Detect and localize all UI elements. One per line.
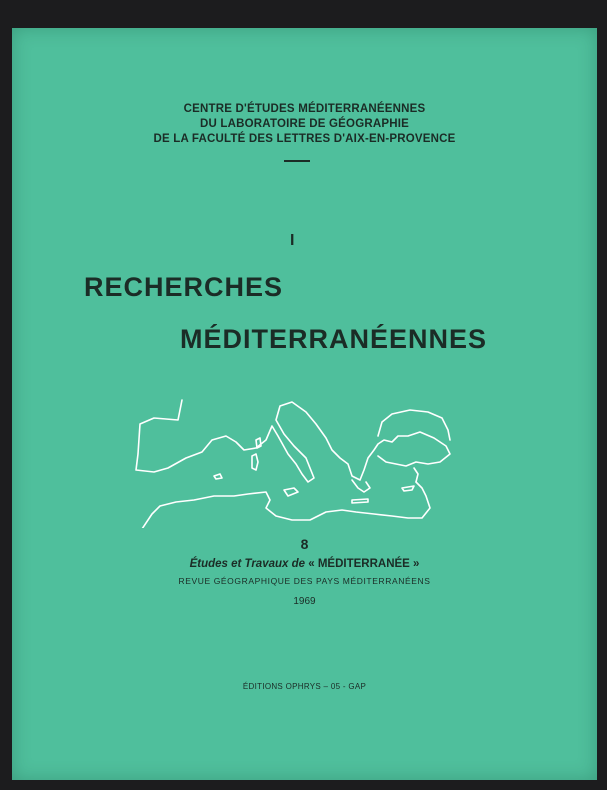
mediterranean-map-outline — [116, 396, 451, 528]
balearic-outline — [214, 474, 222, 479]
series-journal: « MÉDITERRANÉE » — [308, 558, 420, 570]
corsica-outline — [256, 438, 261, 448]
publisher-line: ÉDITIONS OPHRYS – 05 - GAP — [242, 682, 367, 691]
crete-outline — [352, 499, 368, 503]
volume-number: I — [290, 232, 295, 249]
institution-line-1: CENTRE D'ÉTUDES MÉDITERRANÉENNES — [183, 103, 426, 115]
title-line-1: RECHERCHES — [84, 272, 284, 302]
title-line-2: MÉDITERRANÉENNES — [180, 324, 488, 354]
book-cover — [12, 28, 597, 780]
sardinia-outline — [252, 454, 258, 470]
aegean-coast — [352, 480, 370, 492]
divider-rule — [284, 160, 310, 162]
sicily-outline — [284, 488, 298, 496]
revue-subtitle: REVUE GÉOGRAPHIQUE DES PAYS MÉDITERRANÉENS — [178, 576, 431, 586]
issue-number: 8 — [300, 536, 309, 552]
levant-coastline — [414, 468, 418, 482]
institution-line-3: DE LA FACULTÉ DES LETTRES D'AIX-EN-PROVENCE — [153, 133, 456, 145]
series-prefix: Études et Travaux de — [189, 558, 306, 570]
institution-line-2: DU LABORATOIRE DE GÉOGRAPHIE — [200, 118, 409, 130]
publication-year: 1969 — [293, 596, 316, 607]
institution-block — [12, 102, 597, 147]
cyprus-outline — [402, 486, 414, 491]
black-sea-coastline — [378, 410, 450, 440]
africa-coastline — [134, 482, 430, 528]
series-line — [12, 558, 597, 570]
